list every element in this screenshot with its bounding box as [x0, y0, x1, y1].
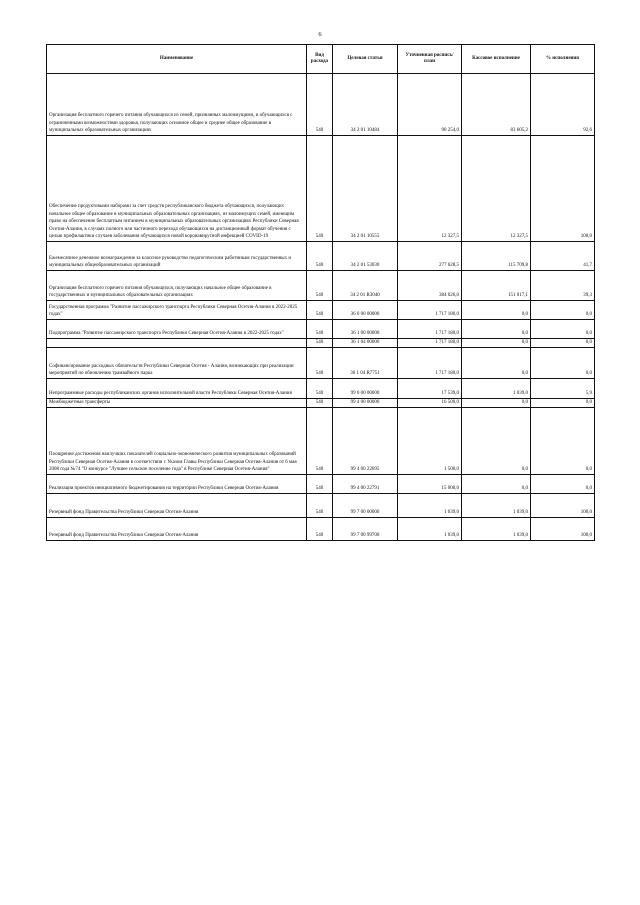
row-expense-type: 540: [307, 348, 333, 379]
row-cash-execution: 0,0: [462, 339, 531, 348]
row-planned: 277 628,5: [398, 242, 462, 271]
table-row: [47, 348, 595, 379]
row-planned: 1 717 180,0: [398, 301, 462, 320]
row-planned: 16 500,0: [398, 399, 462, 408]
row-cash-execution: 83 605,2: [462, 74, 531, 136]
row-expense-type: 540: [307, 320, 333, 339]
row-expense-type: 540: [307, 408, 333, 475]
row-cash-execution: 1 039,0: [462, 379, 531, 399]
table-row: [47, 320, 595, 339]
table-row: [47, 399, 595, 408]
table-header-row: [47, 45, 595, 74]
table-row: [47, 301, 595, 320]
row-percent: 0,0: [531, 475, 595, 494]
row-planned: 1 039,0: [398, 494, 462, 518]
row-name: Организация бесплатного горячего питания обучающихся из семей, признанных малоимущими, и обучающихся с ограниченными возможностями здоровья, получающих основное общее и среднее общее образование в муниципальных образовательных организациях: [47, 74, 307, 136]
header-expense-type: Вид расхода: [307, 45, 333, 74]
row-cash-execution: 0,0: [462, 348, 531, 379]
row-percent: 0,0: [531, 320, 595, 339]
table-row: [47, 271, 595, 301]
row-name: Резервный фонд Правительства Республики Северная Осетия-Алания: [47, 494, 307, 518]
row-expense-type: 540: [307, 475, 333, 494]
row-planned: 17 539,0: [398, 379, 462, 399]
budget-execution-table: [46, 44, 595, 541]
row-planned: 384 026,0: [398, 271, 462, 301]
row-name: Реализация проектов инициативного бюджетирования на территории Республики Северная Осетия-Алания: [47, 475, 307, 494]
header-planned: Уточненная роспись/план: [398, 45, 462, 74]
row-target-article: 99 7 00 99700: [333, 518, 398, 541]
row-expense-type: 540: [307, 136, 333, 242]
table-row: [47, 339, 595, 348]
row-name: Межбюджетные трансферты: [47, 399, 307, 408]
row-percent: 39,3: [531, 271, 595, 301]
row-target-article: 36 1 04 R7751: [333, 348, 398, 379]
row-expense-type: 540: [307, 301, 333, 320]
row-name: Непрограммные расходы республиканских органов исполнительной власти Республики Северная Осетия-Алания: [47, 379, 307, 399]
row-cash-execution: 0,0: [462, 399, 531, 408]
row-planned: 1 500,0: [398, 408, 462, 475]
table-row: [47, 518, 595, 541]
row-target-article: 36 1 00 00000: [333, 320, 398, 339]
row-planned: 15 000,0: [398, 475, 462, 494]
row-planned: 12 327,5: [398, 136, 462, 242]
row-cash-execution: 0,0: [462, 475, 531, 494]
row-cash-execution: 0,0: [462, 301, 531, 320]
row-target-article: 99 7 00 00000: [333, 494, 398, 518]
row-target-article: 34 2 01 53030: [333, 242, 398, 271]
row-planned: 1 717 180,0: [398, 320, 462, 339]
row-target-article: 36 0 00 00000: [333, 301, 398, 320]
table-row: [47, 475, 595, 494]
row-expense-type: 540: [307, 494, 333, 518]
row-name: Резервный фонд Правительства Республики Северная Осетия-Алания: [47, 518, 307, 541]
row-name: [47, 339, 307, 348]
row-target-article: 34 2 01 10555: [333, 136, 398, 242]
row-expense-type: 540: [307, 339, 333, 348]
header-cash-execution: Кассовое исполнение: [462, 45, 531, 74]
row-cash-execution: 0,0: [462, 408, 531, 475]
row-name: Ежемесячное денежное вознаграждение за классное руководство педагогическим работникам государственных и муниципальных общеобразовательных организаций: [47, 242, 307, 271]
row-percent: 0,0: [531, 399, 595, 408]
row-expense-type: 540: [307, 379, 333, 399]
row-cash-execution: 1 039,0: [462, 494, 531, 518]
table-row: [47, 408, 595, 475]
row-percent: 0,0: [531, 348, 595, 379]
row-cash-execution: 115 709,8: [462, 242, 531, 271]
row-name: Подпрограмма "Развитие пассажирского транспорта Республики Северная Осетия-Алания в 2022-2025 годах": [47, 320, 307, 339]
row-percent: 0,0: [531, 408, 595, 475]
row-cash-execution: 0,0: [462, 320, 531, 339]
row-percent: 0,0: [531, 339, 595, 348]
row-expense-type: 540: [307, 271, 333, 301]
header-percent-execution: % исполнения: [531, 45, 595, 74]
row-planned: 1 039,0: [398, 518, 462, 541]
row-target-article: 34 2 01 10484: [333, 74, 398, 136]
row-name: Поощрение достижения наилучших показателей социально-экономического развития муниципальных образований Республики Северная Осетия-Алания в соответствии с Указом Главы Республики Северная Осетия-Алания от 6 мая 2008 года №74 "О конкурсе "Лучшее сельское поселение года" в Республике Северная Осетия-Алания": [47, 408, 307, 475]
row-planned: 1 717 180,0: [398, 339, 462, 348]
table-row: [47, 136, 595, 242]
row-cash-execution: 1 039,0: [462, 518, 531, 541]
row-percent: 92,6: [531, 74, 595, 136]
row-percent: 0,0: [531, 301, 595, 320]
row-target-article: 36 1 04 00000: [333, 339, 398, 348]
table-row: [47, 242, 595, 271]
row-percent: 41,7: [531, 242, 595, 271]
row-percent: 100,0: [531, 136, 595, 242]
header-name: Наименование: [47, 45, 307, 74]
row-target-article: 99 4 00 22791: [333, 475, 398, 494]
header-target-article: Целевая статья: [333, 45, 398, 74]
row-percent: 5,9: [531, 379, 595, 399]
row-target-article: 99 4 00 22695: [333, 408, 398, 475]
table-row: [47, 74, 595, 136]
row-planned: 90 254,0: [398, 74, 462, 136]
row-percent: 100,0: [531, 494, 595, 518]
row-name: Обеспечение продуктовыми наборами за счет средств республиканского бюджета обучающихся, получающих начальное общее образование в муниципальных образовательных организациях, из малоимущих семей, имеющим право на обеспечение бесплатным питанием в муниципальных образовательных организациях Республики Северная Осетия-Алания, в случаях полного или частичного перехода обучающихся на дистанционный формат обучения с целью профилактики случаев заболевания обучающихся новой коронавирусной инфекцией COVID-19: [47, 136, 307, 242]
row-name: Организация бесплатного горячего питания обучающихся, получающих начальное общее образование в государственных и муниципальных образовательных организациях: [47, 271, 307, 301]
row-expense-type: 540: [307, 399, 333, 408]
page-number: 6: [318, 31, 322, 38]
row-cash-execution: 151 017,1: [462, 271, 531, 301]
row-target-article: 34 2 01 R3040: [333, 271, 398, 301]
table-row: [47, 379, 595, 399]
row-name: Государственная программа "Развитие пассажирского транспорта Республики Северная Осетия-Алания в 2022-2025 годах": [47, 301, 307, 320]
row-planned: 1 717 180,0: [398, 348, 462, 379]
row-expense-type: 540: [307, 242, 333, 271]
row-target-article: 99 0 00 00000: [333, 379, 398, 399]
row-target-article: 99 4 00 00000: [333, 399, 398, 408]
row-expense-type: 540: [307, 518, 333, 541]
row-cash-execution: 12 327,5: [462, 136, 531, 242]
row-name: Софинансирование расходных обязательств Республики Северная Осетия - Алания, возникающих при реализации мероприятий по обновлению трамвайного парка: [47, 348, 307, 379]
row-expense-type: 540: [307, 74, 333, 136]
table-row: [47, 494, 595, 518]
row-percent: 100,0: [531, 518, 595, 541]
